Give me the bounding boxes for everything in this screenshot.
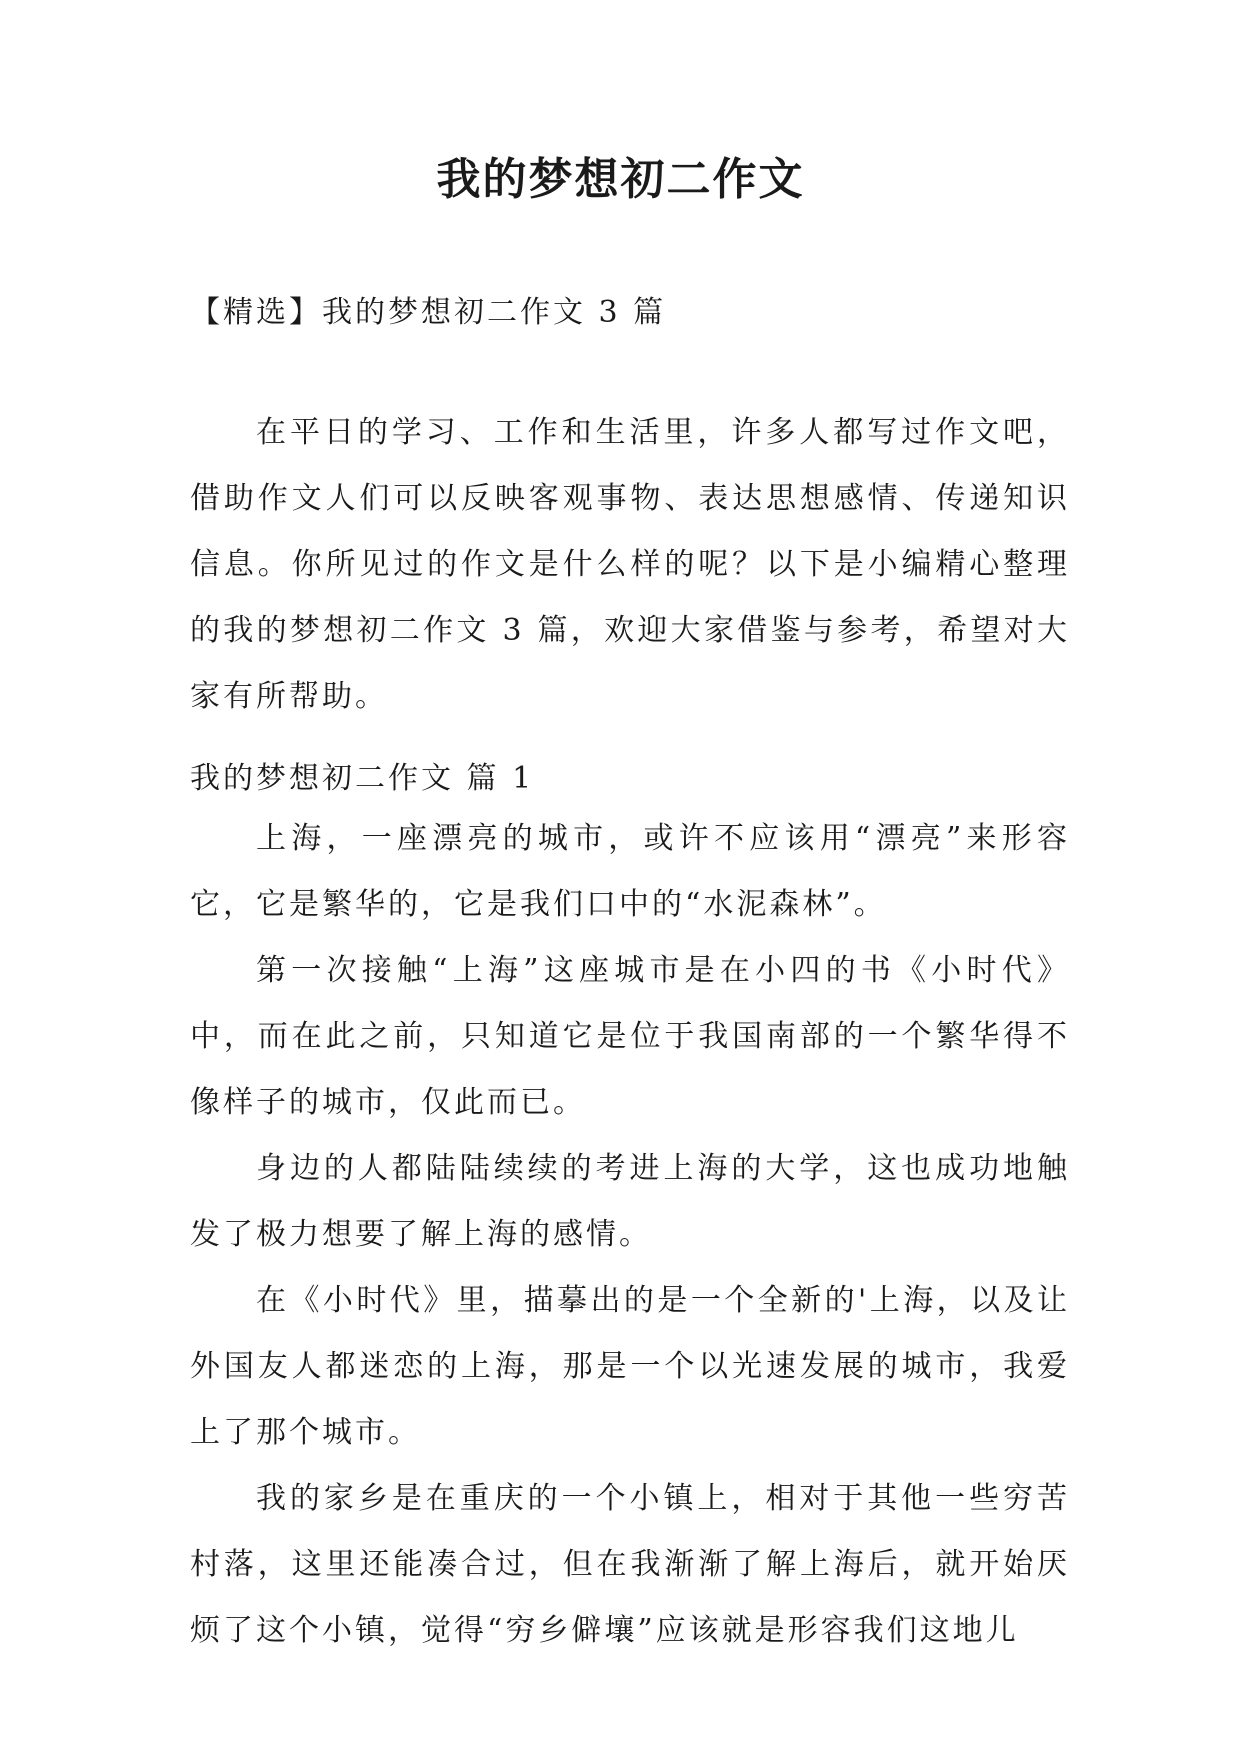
document-title: 我的梦想初二作文 (436, 154, 805, 205)
chapter-heading: 我的梦想初二作文 篇 1 (190, 761, 535, 796)
essay-paragraph: 第一次接触“上海”这座城市是在小四的书《小时代》中，而在此之前，只知道它是位于我国南部的一个繁华得不像样子的城市，仅此而已。 (190, 953, 1070, 1120)
essay-paragraph: 上海，一座漂亮的城市，或许不应该用“漂亮”来形容它，它是繁华的，它是我们口中的“水泥森林”。 (190, 821, 1070, 922)
document-subtitle: 【精选】我的梦想初二作文 3 篇 (190, 295, 667, 330)
essay-paragraph: 在《小时代》里，描摹出的是一个全新的'上海，以及让外国友人都迷恋的上海，那是一个以光速发展的城市，我爱上了那个城市。 (190, 1283, 1070, 1450)
essay-body (190, 806, 1070, 1664)
essay-paragraph: 身边的人都陆陆续续的考进上海的大学，这也成功地触发了极力想要了解上海的感情。 (190, 1151, 1070, 1252)
essay-paragraph: 我的家乡是在重庆的一个小镇上，相对于其他一些穷苦村落，这里还能凑合过，但在我渐渐了解上海后，就开始厌烦了这个小镇，觉得“穷乡僻壤”应该就是形容我们这地儿 (190, 1481, 1070, 1648)
intro-paragraph: 在平日的学习、工作和生活里，许多人都写过作文吧，借助作文人们可以反映客观事物、表达思想感情、传递知识信息。你所见过的作文是什么样的呢？以下是小编精心整理的我的梦想初二作文 3 篇，欢迎大家借鉴与参考，希望对大家有所帮助。 (190, 415, 1070, 714)
